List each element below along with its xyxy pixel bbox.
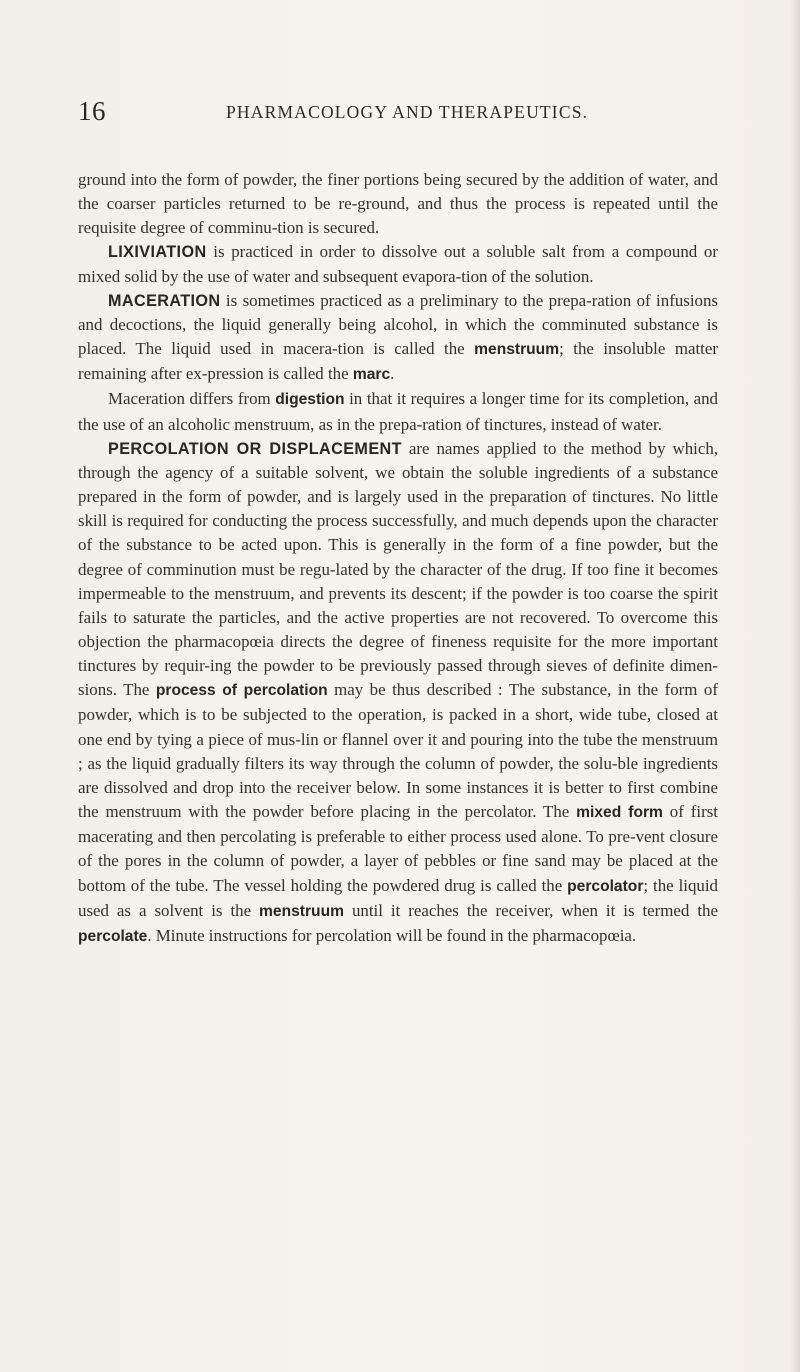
term-menstruum: menstruum bbox=[474, 341, 560, 359]
paragraph-comminution bbox=[78, 168, 718, 240]
paragraph-text: ; the insoluble matter remaining after ex-pression is called the bbox=[78, 339, 718, 384]
paragraph-text: Maceration differs from bbox=[108, 389, 276, 409]
running-title: PHARMACOLOGY AND THERAPEUTICS. bbox=[226, 102, 589, 122]
paragraph-text: in that it requires a longer time for its completion, and the use of an alcoholic menstruum, as in the prepa-ration of tinctures, instead of water. bbox=[78, 389, 719, 434]
term-marc: marc bbox=[352, 366, 391, 384]
page-number: 16 bbox=[78, 96, 106, 126]
paragraph-text: is practiced in order to dissolve out a soluble salt from a compound or mixed solid by the use of water and subsequent evapora-tion of the solution. bbox=[78, 242, 718, 286]
paragraph-text: ; the liquid used as a solvent is the bbox=[78, 875, 718, 920]
paragraph-digestion bbox=[78, 387, 718, 436]
paragraph-text: are names applied to the method by which, through the agency of a suitable solvent, we obtain the soluble ingredients of a substance prepared in the form of powder, and is largely used in the preparation of tinctures. No little skill is required for conducting the process successfully, and much depends upon the character of the substance to be acted upon. This is generally in the form of a fine powder, but the degree of comminution must be regu-lated by the character of the drug. If too fine it becomes impermeable to the menstruum, and prevents its descent; if the powder is too coarse the spirit fails to saturate the particles, and the active properties are not recovered. To overcome this objection the pharmacopœia directs the degree of fineness requisite for the more important tinctures by requir-ing the powder to be previously passed through sieves of definite dimen-sions. The bbox=[78, 438, 719, 700]
paragraph-text: of first macerating and then percolating is preferable to either process used alone. To pre-vent closure of the pores in the column of powder, a layer of pebbles or fine sand may be placed at the bottom of the tube. The vessel holding the powdered drug is called the bbox=[78, 802, 718, 895]
paragraph-text: . bbox=[390, 364, 395, 384]
paragraph-maceration bbox=[78, 289, 718, 388]
paragraph-text: may be thus described : The substance, in the form of powder, which is to be subjected to the operation, is packed in a short, wide tube, closed at one end by tying a piece of mus-lin or flannel over it and pouring into the tube the menstruum ; as the liquid gradually filters its way through the column of powder, the solu-ble ingredients are dissolved and drop into the receiver below. In some instances it is better to first combine the menstruum with the powder before placing in the percolator. The bbox=[78, 680, 718, 822]
page-edge-shadow bbox=[790, 0, 800, 1372]
term-digestion: digestion bbox=[275, 391, 345, 409]
term-lixiviation: LIXIVIATION bbox=[108, 243, 207, 262]
paragraph-lixiviation bbox=[78, 240, 718, 288]
paragraph-percolation bbox=[78, 437, 718, 949]
running-head bbox=[78, 96, 716, 136]
paragraph-text: is sometimes practiced as a preliminary to the prepa-ration of infusions and decoctions, the liquid generally being alcohol, in which the comminuted substance is placed. The liquid used in macera-tion is called the bbox=[78, 290, 718, 359]
term-mixed-form: mixed form bbox=[576, 804, 663, 822]
body-text bbox=[78, 168, 718, 949]
term-menstruum: menstruum bbox=[259, 902, 344, 920]
paragraph-text: . Minute instructions for percolation will be found in the pharmacopœia. bbox=[147, 925, 637, 945]
paragraph-text: until it reaches the receiver, when it is termed the bbox=[343, 900, 718, 920]
term-percolator: percolator bbox=[567, 877, 644, 895]
paragraph-text: ground into the form of powder, the finer portions being secured by the addition of water, and the coarser particles returned to be re-ground, and thus the process is repeated until the requisite degree of comminu-tion is secured. bbox=[78, 170, 718, 238]
term-percolation-or-displacement: PERCOLATION OR DISPLACEMENT bbox=[108, 439, 402, 458]
term-percolate: percolate bbox=[78, 927, 148, 945]
term-process-of-percolation: process of percolation bbox=[155, 682, 328, 700]
term-maceration: MACERATION bbox=[108, 291, 221, 310]
